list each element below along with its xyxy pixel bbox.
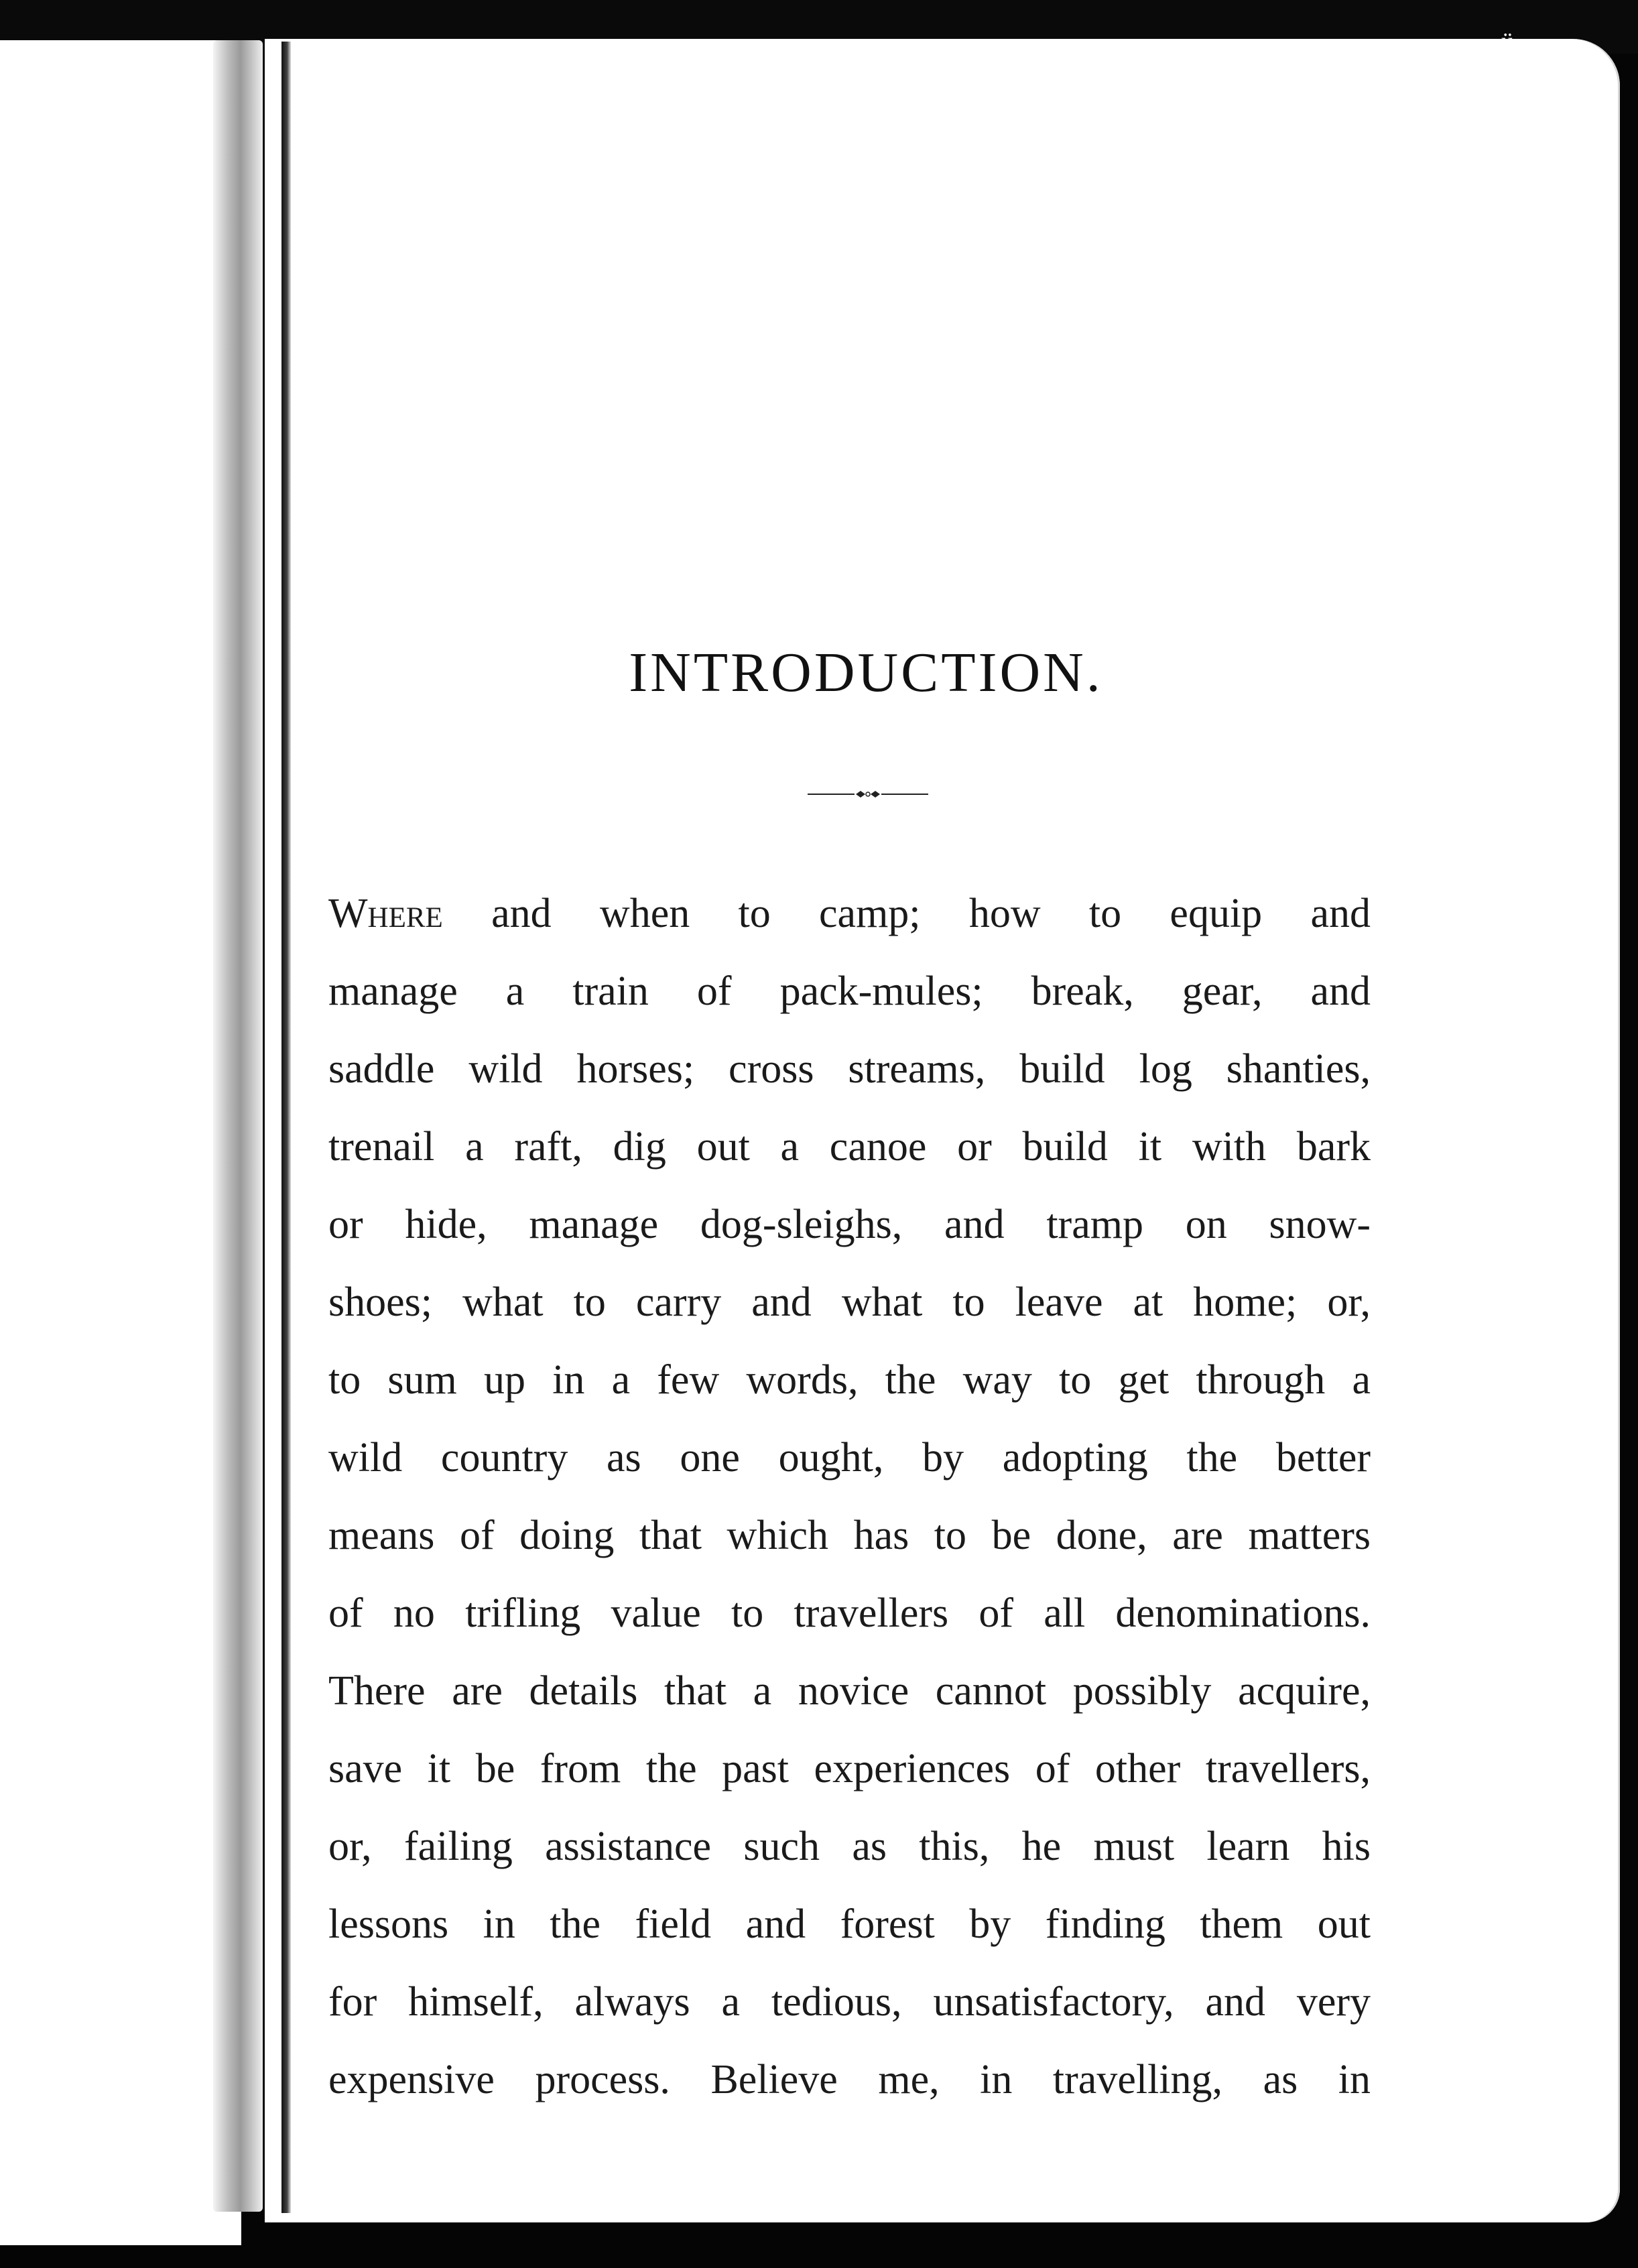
gutter-edge [281, 42, 291, 2213]
text-line: trenail a raft, dig out a canoe or build it with bark [328, 1124, 1371, 1170]
text-line: means of doing that which has to be done, are matters [328, 1513, 1371, 1558]
text-line: or, failing assistance such as this, he must learn his [328, 1824, 1371, 1869]
text-line: for himself, always a tedious, unsatisfactory, and very [328, 1979, 1371, 2025]
text-line: save it be from the past experiences of other travellers, [328, 1746, 1371, 1791]
text-line-1: Where and when to camp; how to equip and [328, 891, 1371, 936]
introduction-text [328, 875, 1371, 2119]
text-line: wild country as one ought, by adopting the better [328, 1435, 1371, 1480]
chapter-title: INTRODUCTION. [629, 641, 1103, 704]
text-line: saddle wild horses; cross streams, build log shanties, [328, 1046, 1371, 1092]
left-facing-page [0, 40, 241, 2245]
book-gutter [213, 40, 263, 2212]
ornament-divider-icon [808, 788, 928, 801]
text-line: to sum up in a few words, the way to get through a [328, 1357, 1371, 1403]
text-line: or hide, manage dog-sleighs, and tramp on snow- [328, 1202, 1371, 1247]
text-line: There are details that a novice cannot possibly acquire, [328, 1668, 1371, 1714]
corner-mark: ü [1501, 27, 1514, 56]
text-line: expensive process. Believe me, in travelling, as in [328, 2057, 1371, 2102]
dropword: Where [328, 891, 443, 936]
text-line: lessons in the field and forest by finding them out [328, 1901, 1371, 1947]
text-line: shoes; what to carry and what to leave at home; or, [328, 1279, 1371, 1325]
text-line: manage a train of pack-mules; break, gear, and [328, 968, 1371, 1014]
text-line: of no trifling value to travellers of all denominations. [328, 1590, 1371, 1636]
